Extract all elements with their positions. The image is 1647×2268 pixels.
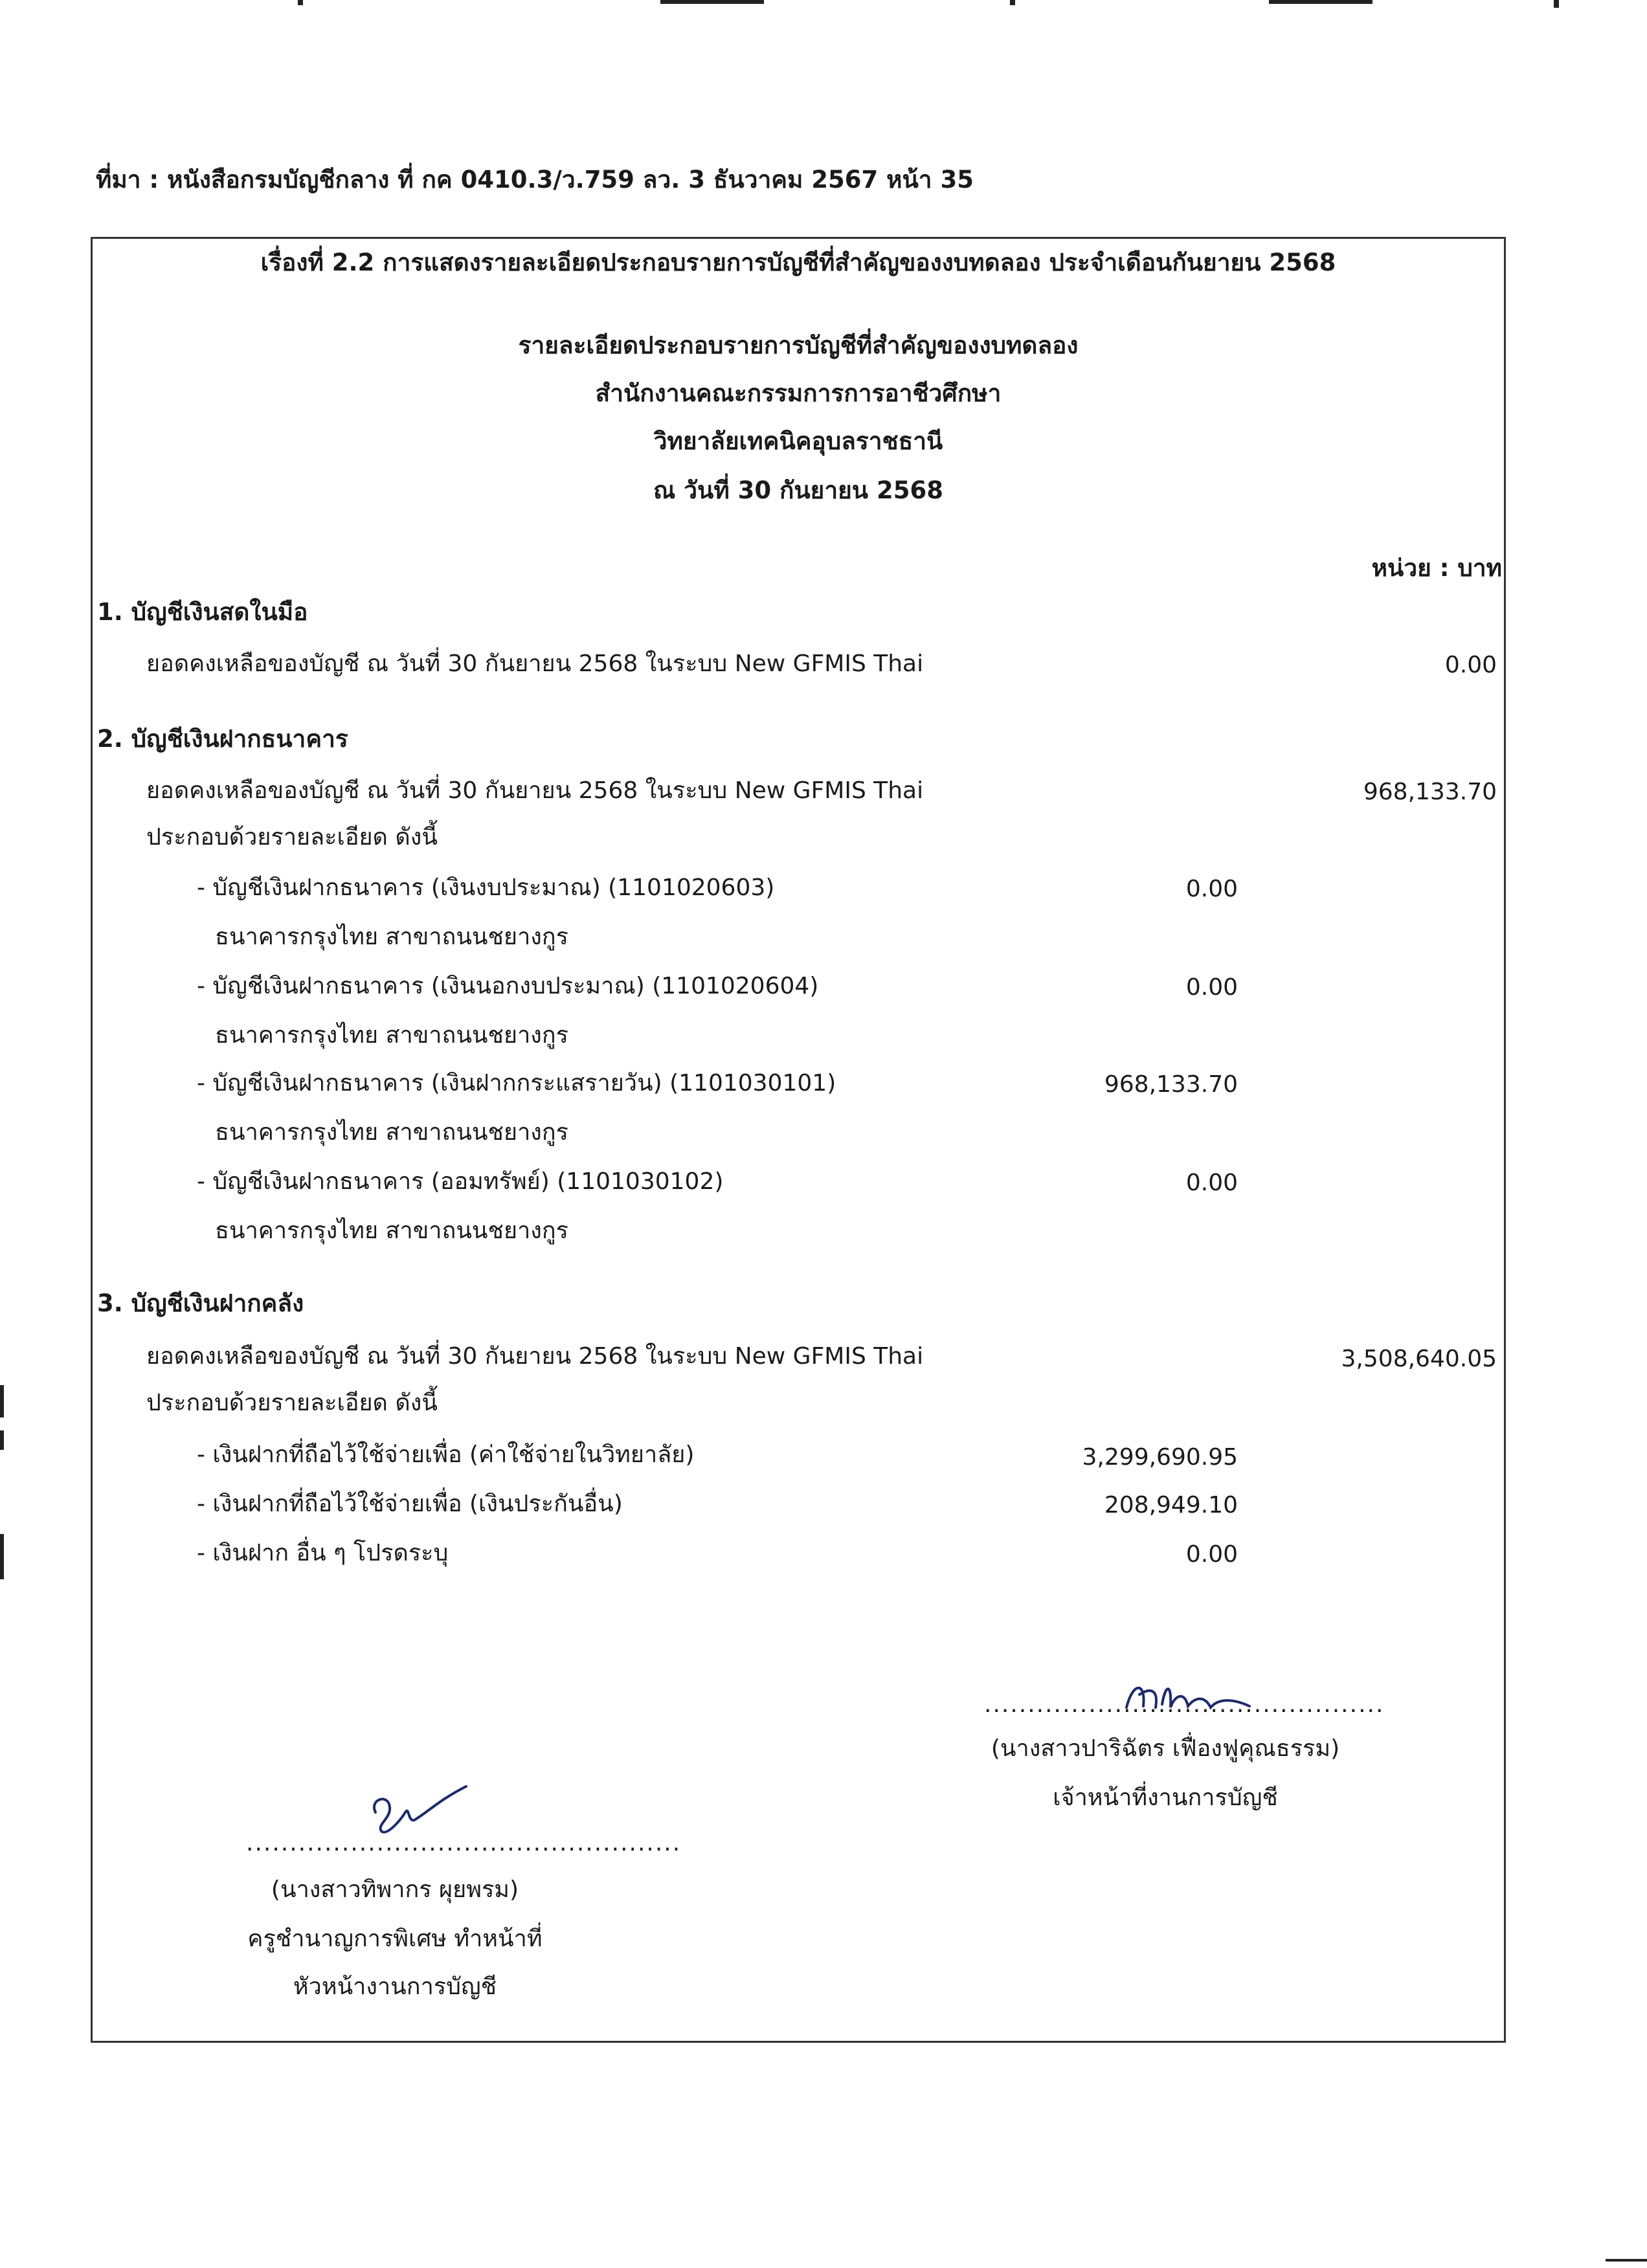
section2-item-value: 968,133.70	[1104, 1071, 1238, 1098]
section2-item-label: - บัญชีเงินฝากธนาคาร (เงินงบประมาณ) (1101020603)	[197, 874, 775, 901]
section2-item-value: 0.00	[1185, 876, 1238, 902]
header-line-3: วิทยาลัยเทคนิคอุบลราชธานี	[653, 427, 943, 455]
scan-mark-top-5	[1554, 0, 1559, 8]
section2-item-value: 0.00	[1185, 1170, 1238, 1196]
section2-balance-value: 968,133.70	[1363, 779, 1497, 805]
header-line-1: รายละเอียดประกอบรายการบัญชีที่สำคัญของงบทดลอง	[518, 331, 1079, 359]
source-line: ที่มา : หนังสือกรมบัญชีกลาง ที่ กค 0410.3/ว.759 ลว. 3 ธันวาคม 2567 หน้า 35	[96, 166, 974, 194]
scan-mark-bottom-right	[1606, 2259, 1647, 2262]
signature-left-name: (นางสาวทิพากร ผุยพรม)	[271, 1876, 519, 1903]
scan-mark-left-2	[0, 1430, 4, 1450]
section2-title: 2. บัญชีเงินฝากธนาคาร	[97, 725, 348, 753]
unit-label: หน่วย : บาท	[1371, 554, 1502, 582]
section2-item-value: 0.00	[1185, 974, 1238, 1001]
scan-mark-top-3	[1010, 0, 1015, 5]
section2-balance-label: ยอดคงเหลือของบัญชี ณ วันที่ 30 กันยายน 2568 ในระบบ New GFMIS Thai	[146, 777, 924, 804]
scan-mark-left-1	[0, 1385, 4, 1418]
signature-left-line: ..................................................	[246, 1830, 682, 1856]
signature-right-name: (นางสาวปาริฉัตร เฟื่องฟูคุณธรรม)	[991, 1735, 1340, 1762]
section1-balance-value: 0.00	[1444, 652, 1497, 678]
section2-item-label: - บัญชีเงินฝากธนาคาร (เงินนอกงบประมาณ) (1101020604)	[197, 973, 819, 999]
signature-right-line: ..............................................	[984, 1691, 1385, 1718]
section3-balance-label: ยอดคงเหลือของบัญชี ณ วันที่ 30 กันยายน 2568 ในระบบ New GFMIS Thai	[146, 1343, 924, 1370]
section2-item-bank: ธนาคารกรุงไทย สาขาถนนชยางกูร	[215, 924, 568, 950]
section2-item-bank: ธนาคารกรุงไทย สาขาถนนชยางกูร	[215, 1119, 568, 1146]
section3-item-label: - เงินฝาก อื่น ๆ โปรดระบุ	[197, 1540, 449, 1566]
section3-item-value: 3,299,690.95	[1082, 1444, 1238, 1471]
section3-item-label: - เงินฝากที่ถือไว้ใช้จ่ายเพื่อ (เงินประกันอื่น)	[197, 1491, 623, 1517]
scan-mark-top-2	[660, 0, 764, 4]
section3-item-label: - เงินฝากที่ถือไว้ใช้จ่ายเพื่อ (ค่าใช้จ่ายในวิทยาลัย)	[197, 1441, 695, 1468]
header-line-2: สำนักงานคณะกรรมการการอาชีวศึกษา	[595, 379, 1002, 407]
signature-left-position-1: ครูชำนาญการพิเศษ ทำหน้าที่	[247, 1926, 543, 1952]
section3-detail-label: ประกอบด้วยรายละเอียด ดังนี้	[146, 1390, 438, 1416]
scan-mark-top-1	[298, 0, 303, 5]
section2-detail-label: ประกอบด้วยรายละเอียด ดังนี้	[146, 824, 438, 850]
signature-left-position-2: หัวหน้างานการบัญชี	[293, 1973, 497, 2000]
section3-item-value: 0.00	[1185, 1541, 1238, 1568]
subject-title: เรื่องที่ 2.2 การแสดงรายละเอียดประกอบรายการบัญชีที่สำคัญของงบทดลอง ประจำเดือนกันยายน 2568	[260, 249, 1336, 276]
scan-mark-top-4	[1269, 0, 1372, 4]
scan-mark-left-3	[0, 1534, 4, 1579]
section1-title: 1. บัญชีเงินสดในมือ	[97, 598, 308, 626]
section2-item-label: - บัญชีเงินฝากธนาคาร (ออมทรัพย์) (1101030102)	[197, 1168, 724, 1195]
section2-item-label: - บัญชีเงินฝากธนาคาร (เงินฝากกระแสรายวัน) (1101030101)	[197, 1070, 836, 1096]
section3-item-value: 208,949.10	[1104, 1492, 1238, 1518]
section2-item-bank: ธนาคารกรุงไทย สาขาถนนชยางกูร	[215, 1022, 568, 1049]
section1-balance-label: ยอดคงเหลือของบัญชี ณ วันที่ 30 กันยายน 2568 ในระบบ New GFMIS Thai	[146, 650, 924, 677]
section2-item-bank: ธนาคารกรุงไทย สาขาถนนชยางกูร	[215, 1217, 568, 1244]
header-line-4: ณ วันที่ 30 กันยายน 2568	[653, 476, 943, 504]
section3-balance-value: 3,508,640.05	[1341, 1346, 1497, 1372]
signature-right-position: เจ้าหน้าที่งานการบัญชี	[1053, 1784, 1278, 1811]
section3-title: 3. บัญชีเงินฝากคลัง	[97, 1289, 304, 1317]
